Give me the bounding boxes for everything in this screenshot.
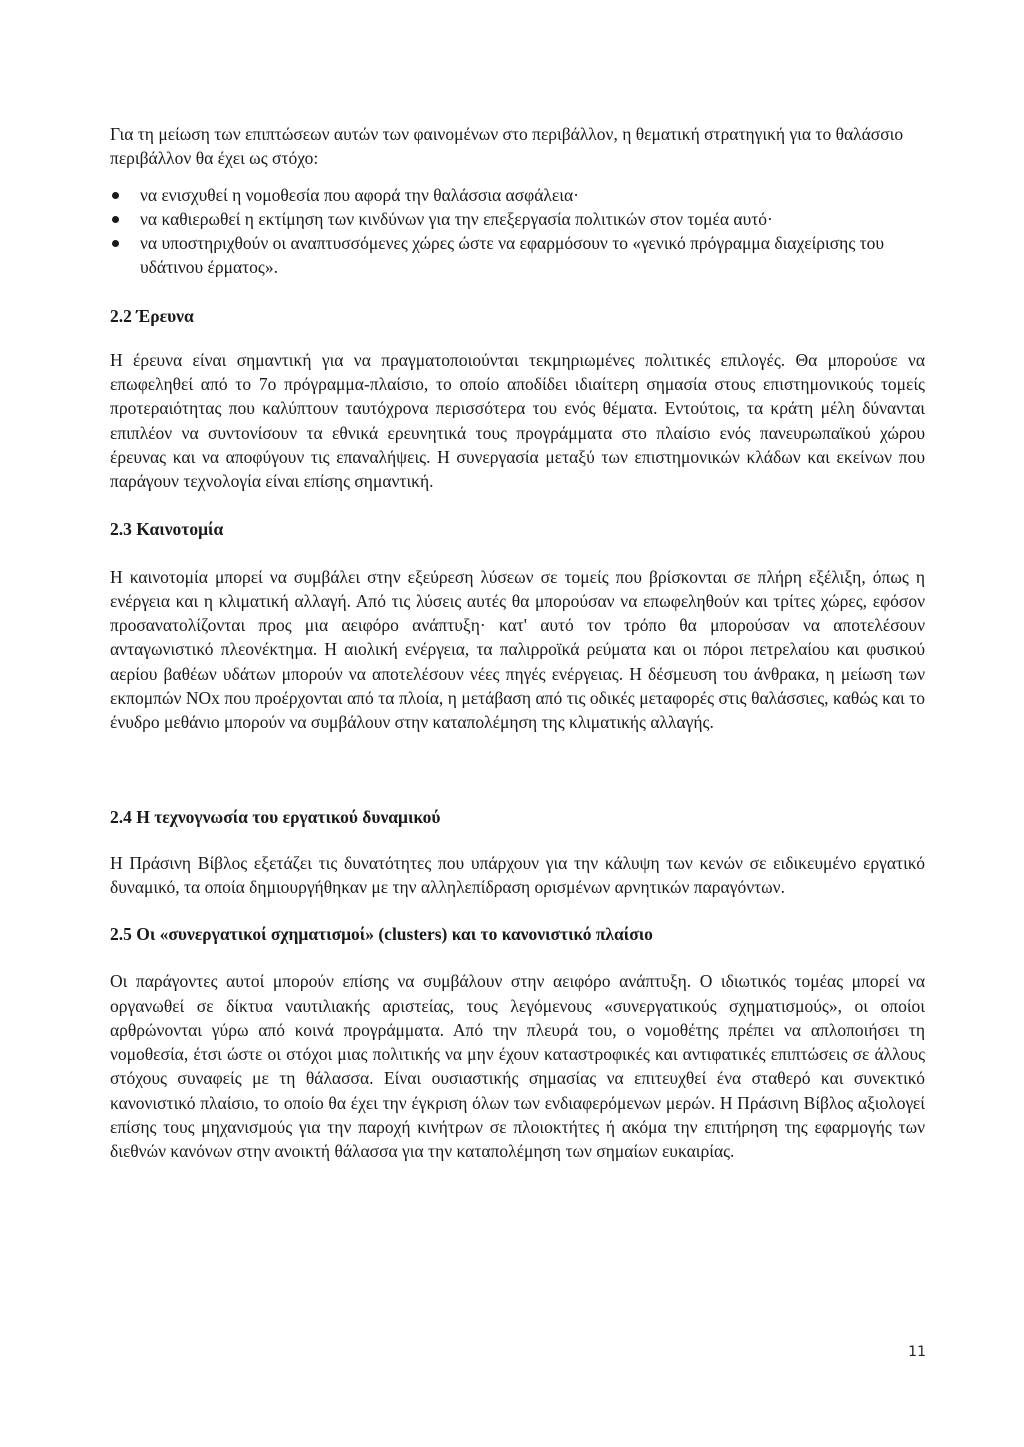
page-content bbox=[110, 122, 925, 1164]
section-heading-research: 2.2 Έρευνα bbox=[110, 305, 194, 326]
section-body-workforce-skills: Η Πράσινη Βίβλος εξετάζει τις δυνατότητες που υπάρχουν για την κάλυψη των κενών σε ειδικευμένο εργατικό δυναμικό, τα οποία δημιουργήθηκαν με την αλληλεπίδραση ορισμένων αρνητικών παραγόντων. bbox=[110, 852, 925, 897]
page-number: 11 bbox=[908, 1344, 926, 1360]
section-heading-innovation: 2.3 Καινοτομία bbox=[110, 518, 224, 539]
list-item: να ενισχυθεί η νομοθεσία που αφορά την θαλάσσια ασφάλεια· bbox=[110, 183, 925, 207]
list-item: να καθιερωθεί η εκτίμηση των κινδύνων για την επεξεργασία πολιτικών στον τομέα αυτό· bbox=[110, 207, 925, 231]
intro-paragraph: Για τη μείωση των επιπτώσεων αυτών των φαινομένων στο περιβάλλον, η θεματική στρατηγική για το θαλάσσιο περιβάλλον θα έχει ως στόχο: bbox=[110, 124, 904, 169]
section-body-innovation: Η καινοτομία μπορεί να συμβάλει στην εξεύρεση λύσεων σε τομείς που βρίσκονται σε πλήρη εξέλιξη, όπως η ενέργεια και η κλιματική αλλαγή. Από τις λύσεις αυτές θα μπορούσαν να επωφεληθούν και τρίτες χώρες, εφόσον προσανατολίζονται προς μια αειφόρο ανάπτυξη· κατ' αυτό τον τρόπο θα μπορούσαν να αποτελέσουν ανταγωνιστικό πλεονέκτημα. Η αιολική ενέργεια, τα παλιρροϊκά ρεύματα και οι πόροι πετρελαίου και φυσικού αερίου βαθέων υδάτων μπορούν να αποτελέσουν νέες πηγές ενέργειας. Η δέσμευση του άνθρακα, η μείωση των εκπομπών NOx που προέρχονται από τα πλοία, η μετάβαση από τις οδικές μεταφορές στις θαλάσσιες, καθώς και το ένυδρο μεθάνιο μπορούν να συμβάλουν στην καταπολέμηση της κλιματικής αλλαγής. bbox=[110, 566, 925, 733]
objectives-list bbox=[110, 183, 925, 280]
section-heading-workforce-skills: 2.4 Η τεχνογνωσία του εργατικού δυναμικού bbox=[110, 806, 441, 827]
section-heading-clusters: 2.5 Οι «συνεργατικοί σχηματισμοί» (clusters) και το κανονιστικό πλαίσιο bbox=[110, 924, 653, 945]
section-body-clusters: Οι παράγοντες αυτοί μπορούν επίσης να συμβάλουν στην αειφόρο ανάπτυξη. Ο ιδιωτικός τομέας μπορεί να οργανωθεί σε δίκτυα ναυτιλιακής αριστείας, τους λεγόμενους «συνεργατικούς σχηματισμούς», οι οποίοι αρθρώνονται γύρω από κοινά προγράμματα. Από την πλευρά του, ο νομοθέτης πρέπει να απλοποιήσει τη νομοθεσία, έτσι ώστε οι στόχοι μιας πολιτικής να μην έχουν καταστροφικές και αντιφατικές επιπτώσεις σε άλλους στόχους συναφείς με τη θάλασσα. Είναι ουσιαστικής σημασίας να επιτευχθεί ένα σταθερό και συνεκτικό κανονιστικό πλαίσιο, το οποίο θα έχει την έγκριση όλων των ενδιαφερόμενων μερών. Η Πράσινη Βίβλος αξιολογεί επίσης τους μηχανισμούς για την παροχή κινήτρων σε πλοιοκτήτες ή ακόμα την επιτήρηση της εφαρμογής των διεθνών κανόνων στην ανοικτή θάλασσα για την καταπολέμηση των σημαίων ευκαιρίας. bbox=[110, 971, 925, 1162]
section-body-research: Η έρευνα είναι σημαντική για να πραγματοποιούνται τεκμηριωμένες πολιτικές επιλογές. Θα μπορούσε να επωφεληθεί από το 7ο πρόγραμμα-πλαίσιο, το οποίο αποδίδει ιδιαίτερη σημασία στους επιστημονικούς τομείς προτεραιότητας που καλύπτουν ταυτόχρονα περισσότερα του ενός θέματα. Εντούτοις, τα κράτη μέλη δύνανται επιπλέον να συντονίσουν τα εθνικά ερευνητικά τους προγράμματα στο πλαίσιο ενός πανευρωπαϊκού χώρου έρευνας και να αποφύγουν τις επαναλήψεις. Η συνεργασία μεταξύ των επιστημονικών κλάδων και εκείνων που παράγουν τεχνολογία είναι επίσης σημαντική. bbox=[110, 349, 925, 492]
list-item: να υποστηριχθούν οι αναπτυσσόμενες χώρες ώστε να εφαρμόσουν το «γενικό πρόγραμμα διαχείρισης του υδάτινου έρματος». bbox=[110, 231, 925, 280]
